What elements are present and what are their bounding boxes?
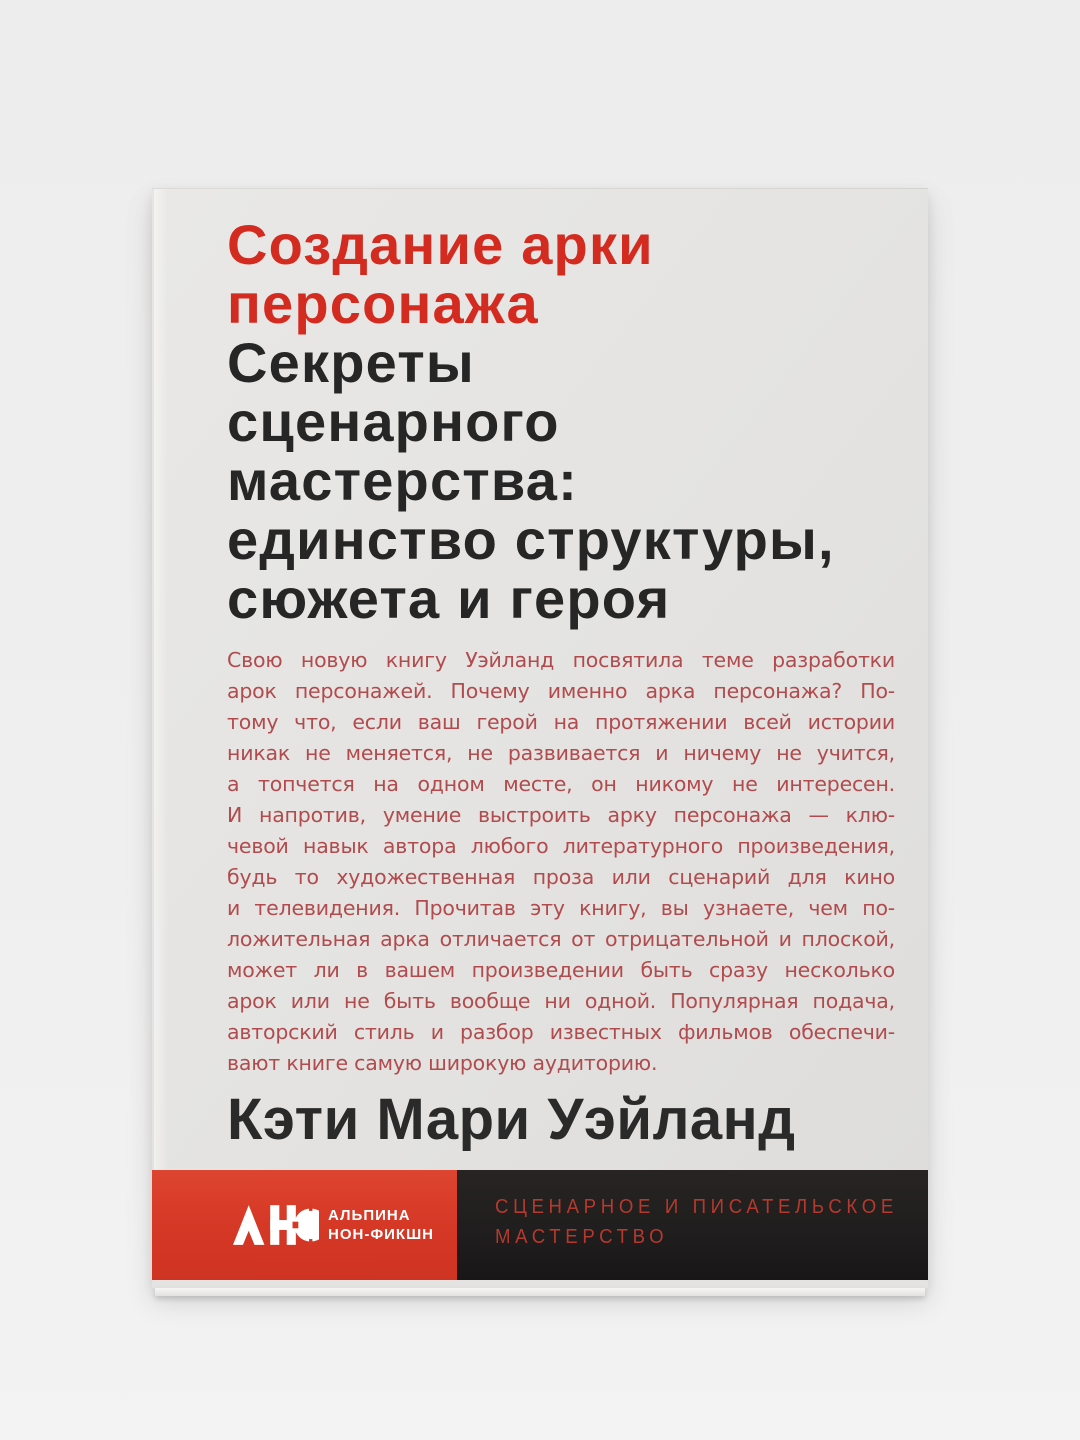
series-line: СЦЕНАРНОЕ И ПИСАТЕЛЬСКОЕ (494, 1196, 898, 1218)
annotation-line: никак не меняется, не развивается и ничему не учится, (227, 741, 895, 765)
annotation-line: арок персонажей. Почему именно арка персонажа? По- (227, 679, 895, 703)
annotation-line: тому что, если ваш герой на протяжении всей истории (227, 710, 895, 734)
annotation-line: И напротив, умение выстроить арку персонажа — клю- (227, 803, 895, 827)
subtitle-line: единство структуры, (227, 508, 835, 571)
publisher-name (328, 1206, 434, 1244)
title-line: Создание арки (227, 213, 654, 276)
annotation-line: арок или не быть вообще ни одной. Популярная подача, (227, 989, 895, 1013)
subtitle-line: сюжета и героя (227, 567, 671, 630)
book-subtitle (227, 333, 895, 628)
alpina-non-fiction-monogram-icon (233, 1205, 319, 1245)
annotation-line: вают книге самую широкую аудиторию. (227, 1051, 658, 1075)
pages-edge (155, 1288, 925, 1296)
annotation-paragraph (227, 645, 895, 1079)
author-name: Кэти Мари Уэйланд (227, 1087, 796, 1152)
publisher-logo (233, 1205, 434, 1245)
publisher-name-line: НОН-ФИКШН (328, 1226, 434, 1243)
series-line: МАСТЕРСТВО (494, 1226, 669, 1248)
publisher-band (152, 1170, 928, 1280)
annotation-line: Свою новую книгу Уэйланд посвятила теме разработки (227, 648, 895, 672)
annotation-line: будь то художественная проза или сценарий для кино (227, 865, 895, 889)
book-cover (152, 188, 928, 1288)
subtitle-line: сценарного (227, 390, 560, 453)
publisher-name-line: АЛЬПИНА (328, 1207, 411, 1224)
front-cover (152, 188, 928, 1170)
title-line: персонажа (227, 272, 539, 335)
annotation-line: чевой навык автора любого литературного произведения, (227, 834, 895, 858)
subtitle-line: мастерства: (227, 449, 579, 512)
annotation-line: авторский стиль и разбор известных фильмов обеспечи- (227, 1020, 895, 1044)
publisher-panel (152, 1170, 457, 1280)
annotation-line: и телевидения. Прочитав эту книгу, вы узнаете, чем по- (227, 896, 895, 920)
subtitle-line: Секреты (227, 331, 475, 394)
book-title (227, 215, 895, 333)
series-panel (457, 1170, 928, 1280)
annotation-line: ложительная арка отличается от отрицательной и плоской, (227, 927, 895, 951)
annotation-line: может ли в вашем произведении быть сразу несколько (227, 958, 895, 982)
annotation-line: а топчется на одном месте, он никому не интересен. (227, 772, 895, 796)
series-label (495, 1192, 898, 1252)
